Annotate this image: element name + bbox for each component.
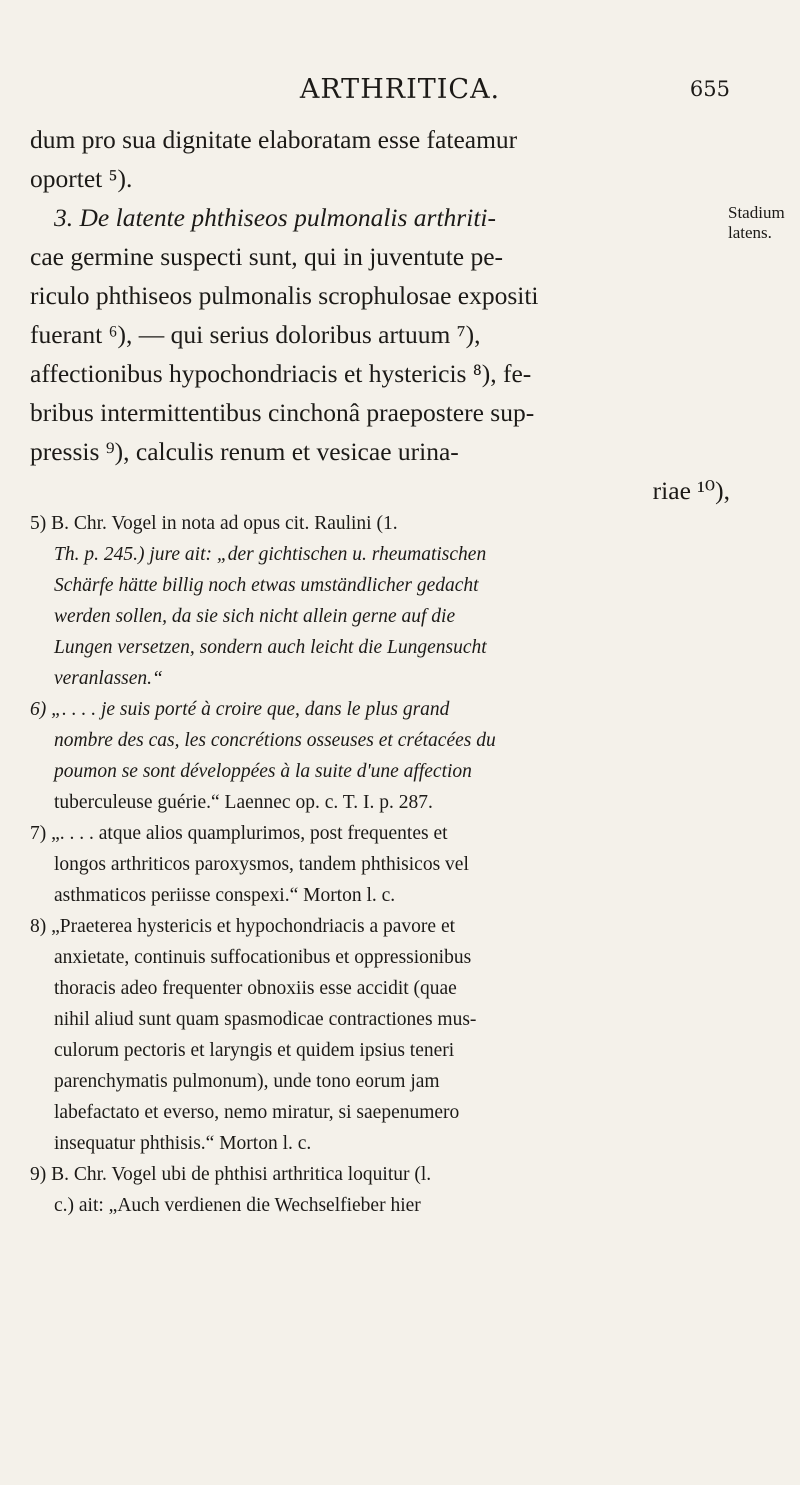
main-text (30, 120, 730, 510)
footnote-line: longos arthriticos paroxysmos, tandem phthisicos vel (54, 854, 469, 875)
footnote-line: 8) „Praeterea hystericis et hypochondriacis a pavore et (30, 916, 456, 937)
footnote-line: 5) B. Chr. Vogel in nota ad opus cit. Raulini (1. (30, 513, 398, 534)
margin-note-line: Stadium (728, 203, 785, 222)
text-line: riculo phthiseos pulmonalis scrophulosae expositi (30, 281, 539, 310)
page-number: 655 (689, 77, 730, 101)
footnote-line: culorum pectoris et laryngis et quidem ipsius teneri (54, 1040, 455, 1061)
running-title: ARTHRITICA. (299, 74, 501, 105)
text-line: affectionibus hypochondriacis et hystericis ⁸), fe- (30, 359, 532, 388)
text-line: bribus intermittentibus cinchonâ praepostere sup- (30, 398, 535, 427)
text-line: cae germine suspecti sunt, qui in juventute pe- (30, 242, 504, 271)
margin-note (728, 203, 798, 243)
footnotes (30, 508, 720, 1221)
footnote-line: werden sollen, da sie sich nicht allein gerne auf die (54, 606, 456, 627)
footnote-line: asthmaticos periisse conspexi.“ Morton l. c. (54, 885, 396, 906)
text-line: riae ¹⁰), (652, 476, 730, 505)
footnote-line: 7) „. . . . atque alios quamplurimos, post frequentes et (30, 823, 448, 844)
footnote-line: Lungen versetzen, sondern auch leicht die Lungensucht (54, 637, 487, 658)
text-line: fuerant ⁶), — qui serius doloribus artuum ⁷), (30, 320, 481, 349)
footnote-line: 6) „. . . . je suis porté à croire que, dans le plus grand (30, 699, 450, 720)
footnote-line: veranlassen.“ (54, 668, 163, 689)
text-line: 3. De latente phthiseos pulmonalis arthriti- (54, 203, 496, 232)
footnote-line: thoracis adeo frequenter obnoxiis esse accidit (quae (54, 978, 457, 999)
footnote-line: 9) B. Chr. Vogel ubi de phthisi arthritica loquitur (l. (30, 1164, 432, 1185)
text-line: dum pro sua dignitate elaboratam esse fateamur (30, 125, 518, 154)
footnote-line: anxietate, continuis suffocationibus et oppressionibus (54, 947, 472, 968)
margin-note-line: latens. (728, 223, 772, 242)
footnote-line: insequatur phthisis.“ Morton l. c. (54, 1133, 312, 1154)
footnote-line: nombre des cas, les concrétions osseuses et crétacées du (54, 730, 496, 751)
footnote-line: parenchymatis pulmonum), unde tono eorum jam (54, 1071, 440, 1092)
text-line: oportet ⁵). (30, 164, 133, 193)
footnote-line: labefactato et everso, nemo miratur, si saepenumero (54, 1102, 460, 1123)
footnote-line: Th. p. 245.) jure ait: „der gichtischen u. rheumatischen (54, 544, 487, 565)
footnote-line: poumon se sont développées à la suite d'une affection (54, 761, 472, 782)
footnote-line: tuberculeuse guérie.“ Laennec op. c. T. I. p. 287. (54, 792, 433, 813)
footnote-line: c.) ait: „Auch verdienen die Wechselfieber hier (54, 1195, 421, 1216)
text-line: pressis ⁹), calculis renum et vesicae urina- (30, 437, 459, 466)
footnote-line: Schärfe hätte billig noch etwas umständlicher gedacht (54, 575, 479, 596)
footnote-line: nihil aliud sunt quam spasmodicae contractiones mus- (54, 1009, 477, 1030)
page-header (40, 74, 760, 110)
